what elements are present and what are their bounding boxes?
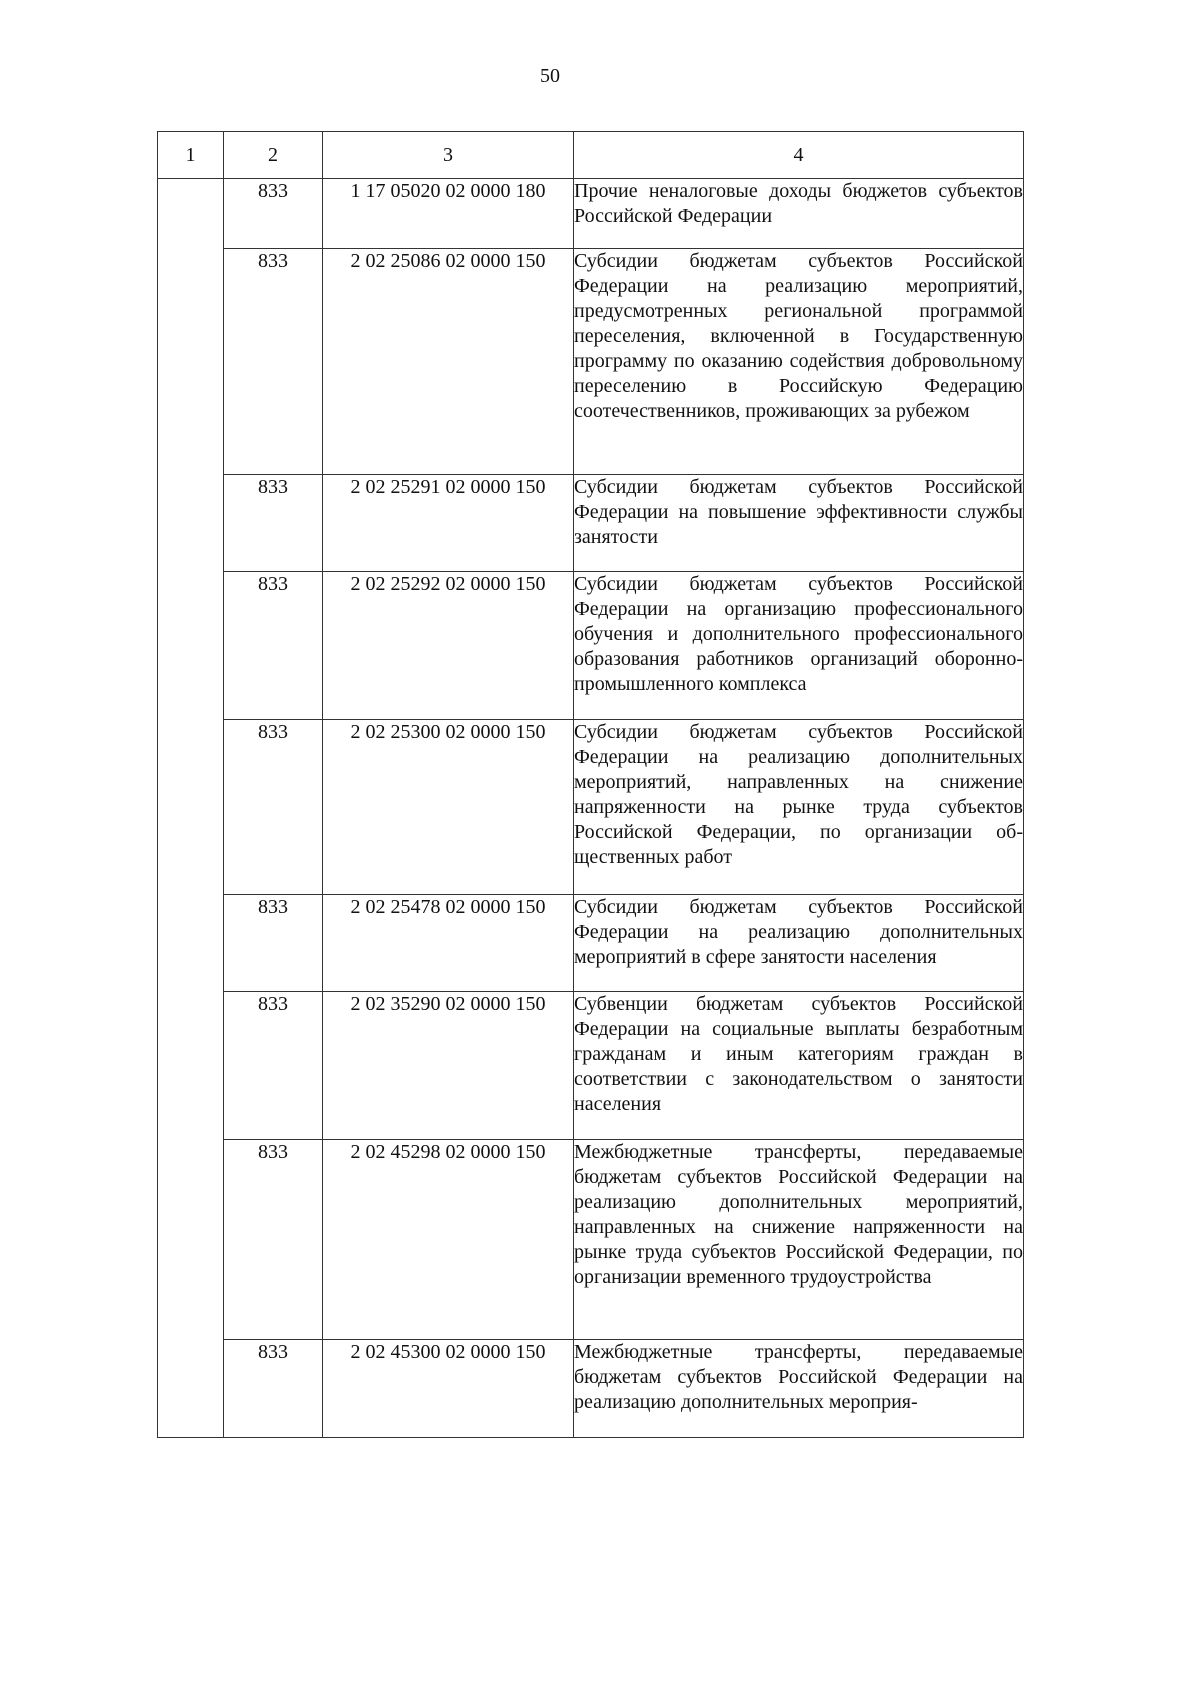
admin-code-cell: 833 — [224, 992, 323, 1140]
budget-code-cell: 1 17 05020 02 0000 180 — [323, 179, 574, 249]
budget-code-cell: 2 02 25292 02 0000 150 — [323, 572, 574, 720]
description-cell: Субвенции бюджетам субъектов Российской Федерации на социальные выплаты безработным гражданам и иным категориям граждан в соответствии с законодательством о занятости населения — [574, 992, 1024, 1140]
budget-code-cell: 2 02 35290 02 0000 150 — [323, 992, 574, 1140]
table-row — [158, 720, 1024, 895]
column-1-empty-cell — [158, 179, 224, 1438]
table-row — [158, 179, 1024, 249]
admin-code-cell: 833 — [224, 249, 323, 475]
admin-code-cell: 833 — [224, 895, 323, 992]
column-header-2: 2 — [224, 132, 323, 179]
column-header-1: 1 — [158, 132, 224, 179]
description-cell: Прочие неналоговые доходы бюджетов субъектов Российской Федерации — [574, 179, 1024, 249]
description-cell: Межбюджетные трансферты, передаваемые бюджетам субъектов Российской Федерации на реализацию дополнительных мероприя- — [574, 1340, 1024, 1438]
admin-code-cell: 833 — [224, 720, 323, 895]
table-row — [158, 572, 1024, 720]
budget-code-cell: 2 02 25291 02 0000 150 — [323, 475, 574, 572]
revenue-codes-table — [157, 131, 1024, 1438]
table-row — [158, 895, 1024, 992]
budget-code-cell: 2 02 25300 02 0000 150 — [323, 720, 574, 895]
admin-code-cell: 833 — [224, 179, 323, 249]
admin-code-cell: 833 — [224, 1340, 323, 1438]
table-row — [158, 475, 1024, 572]
table-row — [158, 1340, 1024, 1438]
admin-code-cell: 833 — [224, 1140, 323, 1340]
table-row — [158, 1140, 1024, 1340]
description-cell: Субсидии бюджетам субъектов Российской Федерации на повышение эффективности службы занятости — [574, 475, 1024, 572]
description-cell: Субсидии бюджетам субъектов Российской Федерации на реализацию мероприятий, предусмотренных региональной программой переселения, включенной в Государственную программу по оказанию содействия добровольному переселению в Российскую Федерацию соотечественников, проживающих за рубежом — [574, 249, 1024, 475]
budget-code-cell: 2 02 25086 02 0000 150 — [323, 249, 574, 475]
description-cell: Межбюджетные трансферты, передаваемые бюджетам субъектов Российской Федерации на реализацию дополнительных мероприятий, направленных на снижение напряженности на рынке труда субъектов Российской Федерации, по организации временного трудоустройства — [574, 1140, 1024, 1340]
admin-code-cell: 833 — [224, 475, 323, 572]
column-header-3: 3 — [323, 132, 574, 179]
table-header-row — [158, 132, 1024, 179]
budget-code-cell: 2 02 45298 02 0000 150 — [323, 1140, 574, 1340]
table-row — [158, 249, 1024, 475]
description-cell: Субсидии бюджетам субъектов Российской Федерации на организацию профессионального обучения и дополнительного профессионального образования работников организаций оборонно-промышленного комплекса — [574, 572, 1024, 720]
table-row — [158, 992, 1024, 1140]
description-cell: Субсидии бюджетам субъектов Российской Федерации на реализацию дополнительных мероприятий в сфере занятости населения — [574, 895, 1024, 992]
page-number: 50 — [540, 65, 560, 87]
column-header-4: 4 — [574, 132, 1024, 179]
budget-code-cell: 2 02 25478 02 0000 150 — [323, 895, 574, 992]
admin-code-cell: 833 — [224, 572, 323, 720]
budget-code-cell: 2 02 45300 02 0000 150 — [323, 1340, 574, 1438]
description-cell: Субсидии бюджетам субъектов Российской Федерации на реализацию дополнительных мероприятий, направленных на снижение напряженности на рынке труда субъектов Российской Федерации, по организации общественных работ — [574, 720, 1024, 895]
